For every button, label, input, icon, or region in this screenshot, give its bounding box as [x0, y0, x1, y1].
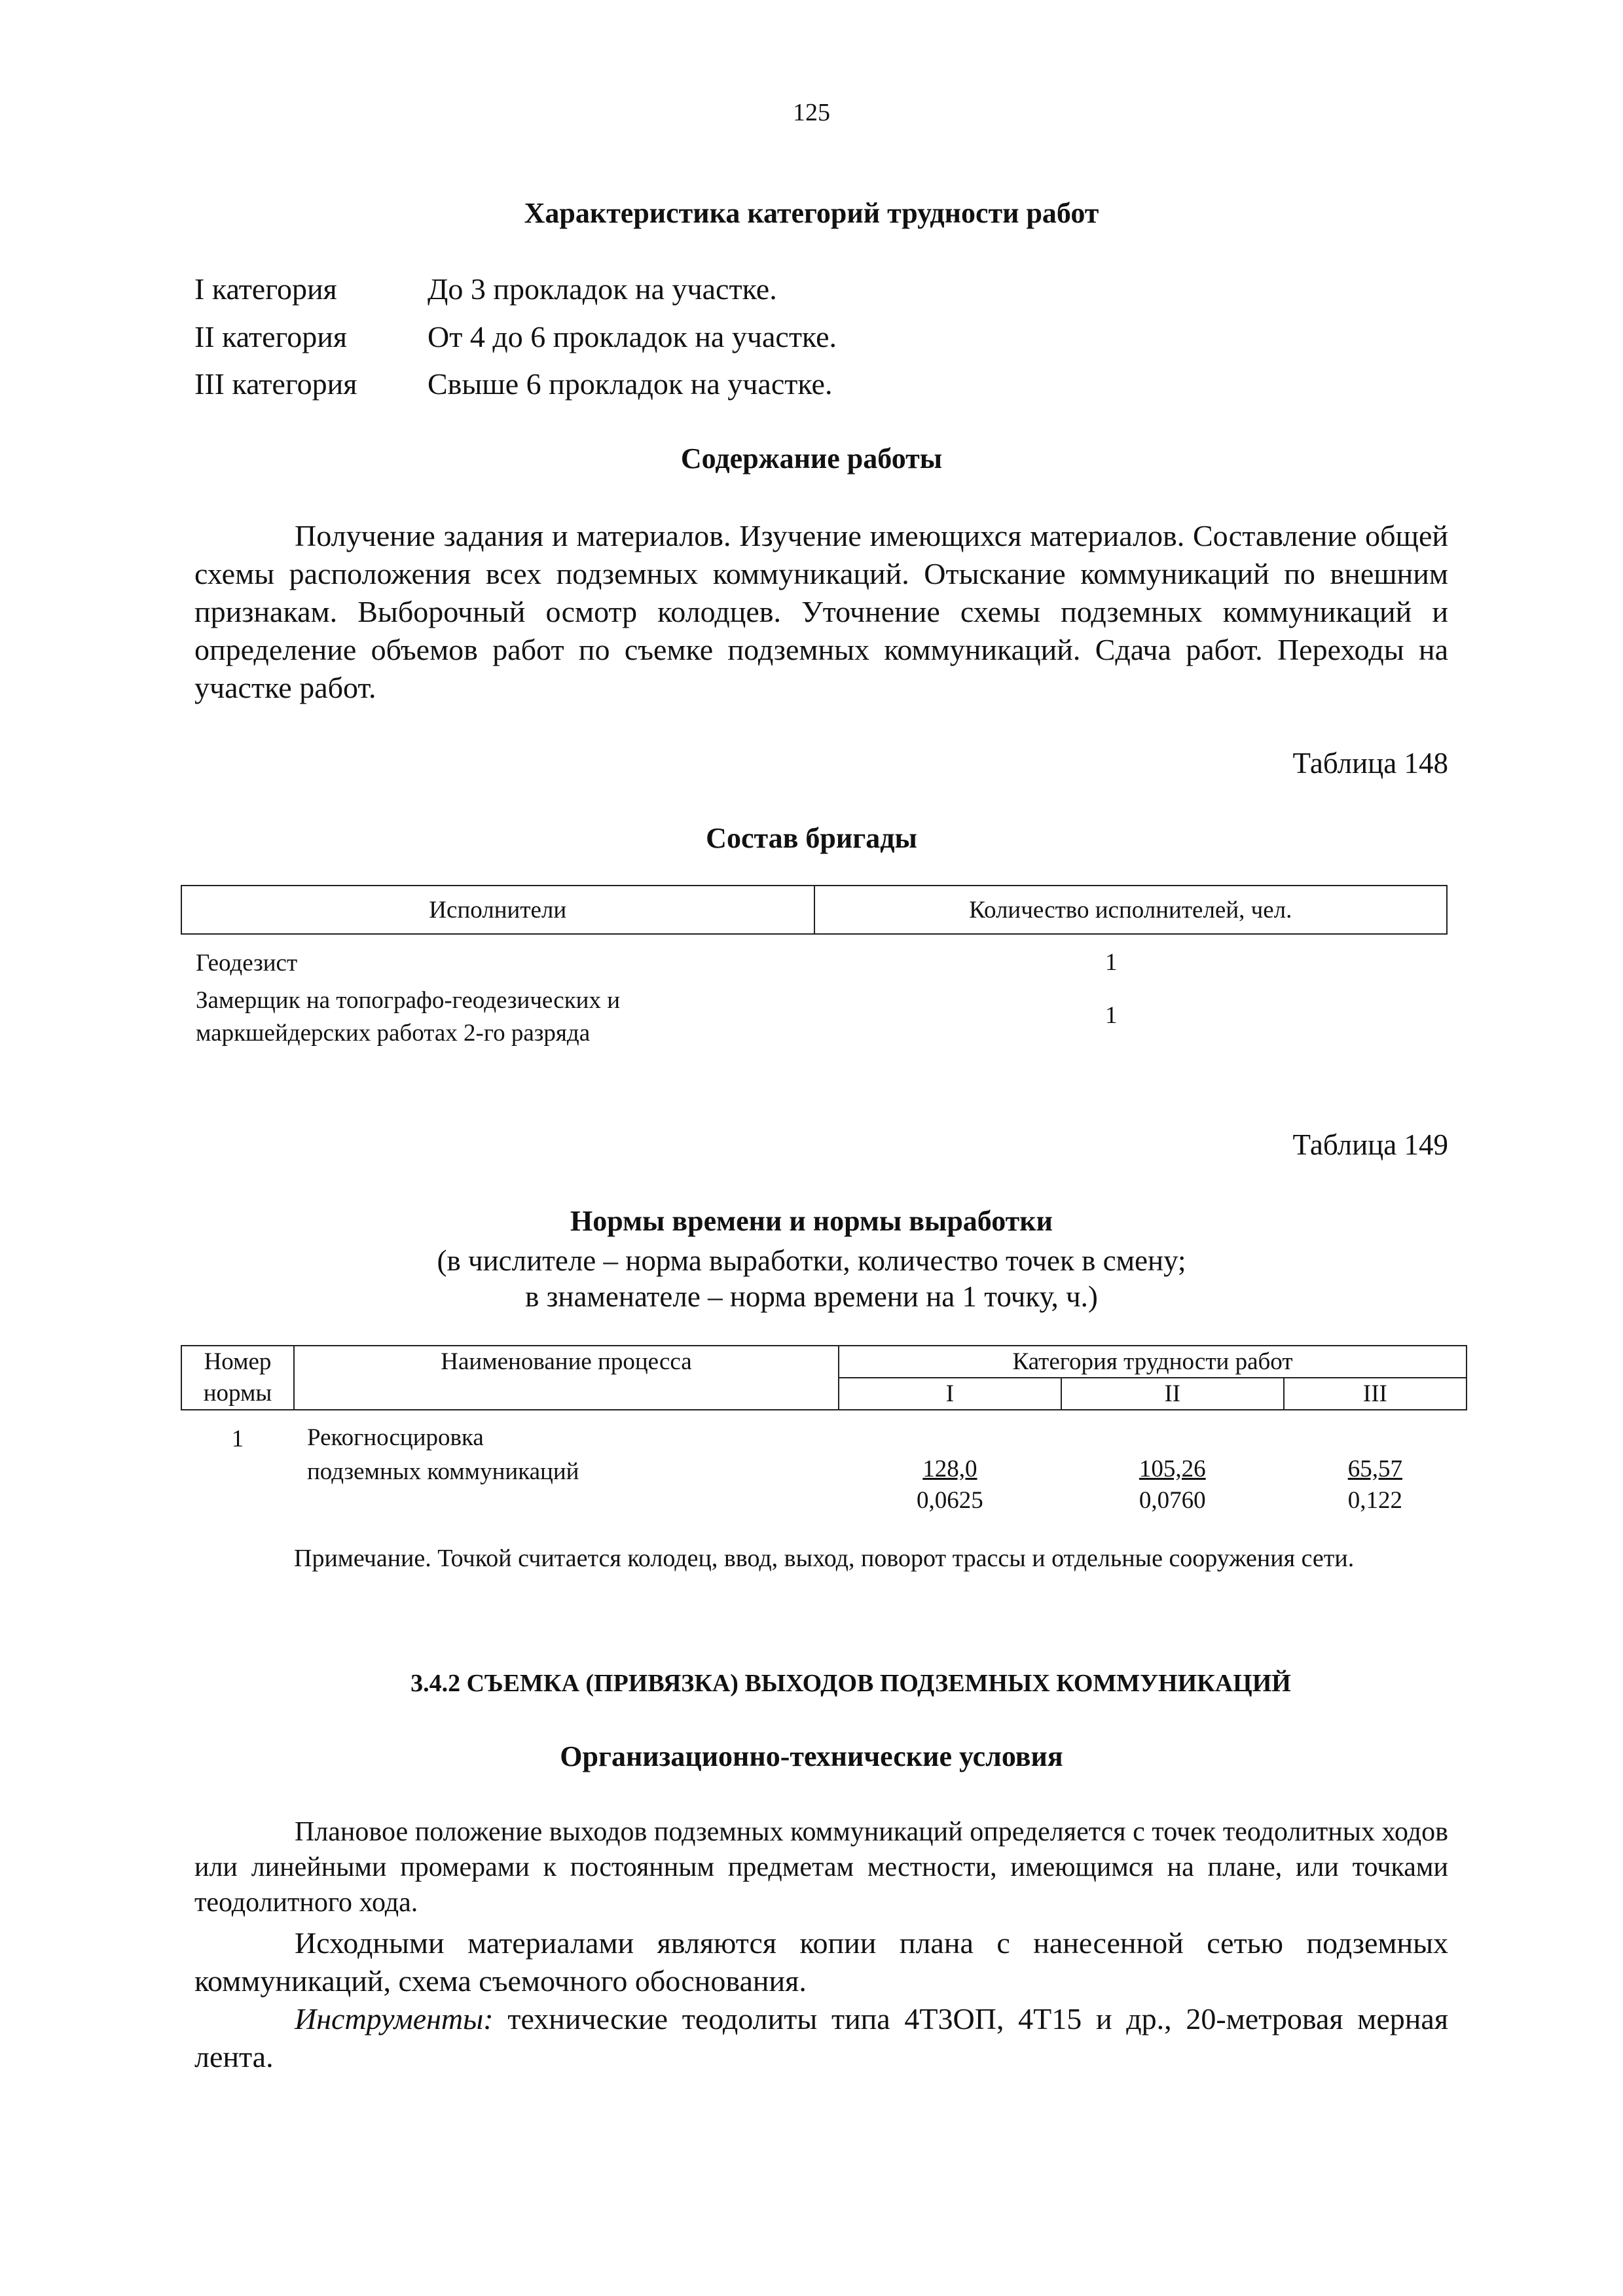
norm-cell-category-3	[1284, 1410, 1467, 1517]
numerator: 65,57	[1347, 1456, 1402, 1482]
table-149-subtitle-1: (в числителе – норма выработки, количество точек в смену;	[437, 1244, 1186, 1277]
header-category: Категория трудности работ	[839, 1346, 1467, 1378]
header-category-2: II	[1061, 1378, 1284, 1410]
performer-name: Геодезист	[196, 949, 298, 977]
numerator: 128,0	[922, 1456, 977, 1482]
table-row	[181, 980, 1447, 1050]
page-number: 125	[793, 99, 830, 126]
org-tech-paragraph-3	[194, 2000, 1448, 2076]
numerator: 105,26	[1139, 1456, 1206, 1482]
category-text: До 3 прокладок на участке.	[428, 272, 777, 306]
denominator: 0,0760	[1139, 1487, 1206, 1514]
org-tech-paragraph-2: Исходными материалами являются копии плана с нанесенной сетью подземных коммуникаций, схема съемочного обоснования.	[194, 1926, 1448, 1998]
header-process-name: Наименование процесса	[294, 1346, 839, 1410]
category-row-1	[194, 272, 777, 306]
category-row-2	[194, 319, 837, 354]
instruments-label: Инструменты:	[295, 2002, 494, 2036]
denominator: 0,122	[1347, 1487, 1402, 1514]
norm-number: 1	[231, 1426, 244, 1452]
table-148-caption: Таблица 148	[1292, 747, 1448, 780]
header-category-1: I	[839, 1378, 1061, 1410]
work-content-title: Содержание работы	[680, 442, 943, 475]
header-category-3: III	[1284, 1378, 1467, 1410]
category-label: III категория	[194, 367, 357, 401]
header-performers: Исполнители	[181, 886, 814, 934]
categories-title: Характеристика категорий трудности работ	[524, 197, 1099, 229]
table-149-caption: Таблица 149	[1292, 1128, 1448, 1161]
table-row	[181, 1410, 1467, 1517]
table-row	[181, 934, 1447, 980]
performer-count: 1	[1105, 949, 1118, 976]
performer-name: Замерщик на топографо-геодезических и маркшейдерских работах 2-го разряда	[196, 987, 621, 1047]
instruments-text: технические теодолиты типа 4Т3ОП, 4Т15 и др., 20-метровая мерная лента.	[194, 2002, 1448, 2073]
category-label: I категория	[194, 272, 337, 306]
category-label: II категория	[194, 320, 348, 353]
denominator: 0,0625	[917, 1487, 983, 1514]
process-name: Рекогносцировка подземных коммуникаций	[307, 1424, 579, 1485]
norm-cell-category-1	[839, 1410, 1061, 1517]
table-149-title: Нормы времени и нормы выработки	[570, 1205, 1053, 1237]
category-text: Свыше 6 прокладок на участке.	[428, 367, 833, 401]
table-148-title: Состав бригады	[706, 822, 917, 854]
crew-table	[181, 885, 1448, 1050]
table-note: Примечание. Точкой считается колодец, ввод, выход, поворот трассы и отдельные сооружения сети.	[294, 1545, 1355, 1572]
table-149-subtitle-2: в знаменателе – норма времени на 1 точку, ч.)	[525, 1280, 1098, 1313]
work-content-paragraph: Получение задания и материалов. Изучение имеющихся материалов. Составление общей схемы расположения всех подземных коммуникаций. Отыскание коммуникаций по внешним признакам. Выборочный осмотр колодцев. Уточнение схемы подземных коммуникаций и определение объемов работ по съемке подземных коммуникаций. Сдача работ. Переходы на участке работ.	[194, 519, 1448, 704]
norms-table	[181, 1345, 1467, 1517]
performer-count: 1	[1105, 1001, 1118, 1029]
org-tech-paragraph-1: Плановое положение выходов подземных коммуникаций определяется с точек теодолитных ходов или линейными промерами к постоянным предметам местности, имеющимся на плане, или точками теодолитного хода.	[194, 1817, 1448, 1918]
header-norm-number: Номер нормы	[181, 1346, 294, 1410]
org-tech-title: Организационно-технические условия	[560, 1740, 1063, 1772]
header-count: Количество исполнителей, чел.	[814, 886, 1448, 934]
category-row-3	[194, 367, 832, 401]
section-heading-3-4-2: 3.4.2 СЪЕМКА (ПРИВЯЗКА) ВЫХОДОВ ПОДЗЕМНЫХ КОММУНИКАЦИЙ	[410, 1670, 1291, 1697]
category-text: От 4 до 6 прокладок на участке.	[428, 320, 837, 353]
norm-cell-category-2	[1061, 1410, 1284, 1517]
